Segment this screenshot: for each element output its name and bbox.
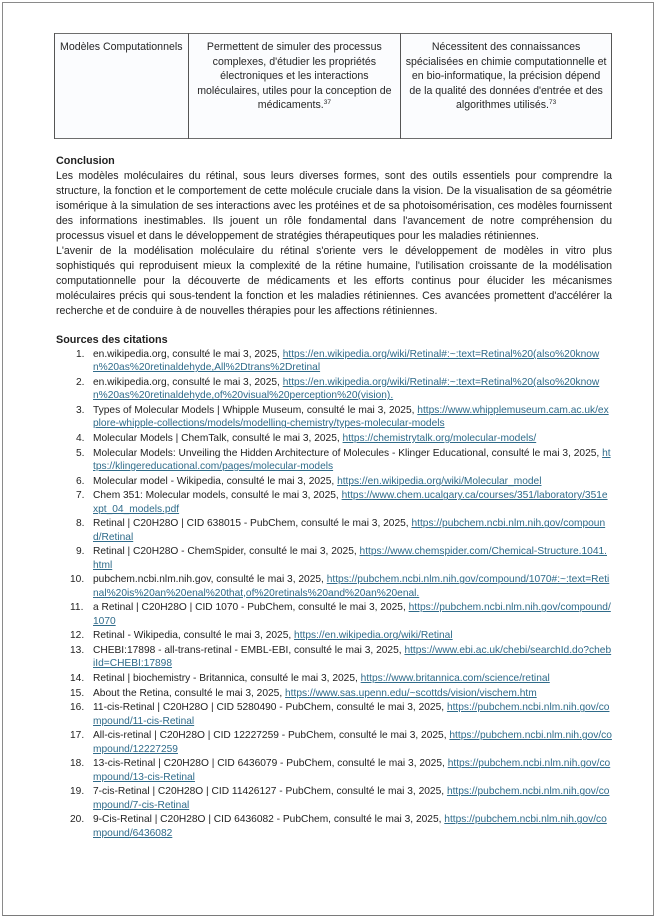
source-item bbox=[56, 785, 612, 812]
conclusion-paragraph-2: L'avenir de la modélisation moléculaire du rétinal s'oriente vers le développement de modèles in vitro plus sophistiqués qui reproduisent mieux la complexité de la rétine humaine, l'utilisation croissante de la modélisation computationnelle pour la découverte de médicaments et les efforts continus pour élucider les mécanismes moléculaires précis qui sous-tendent la fonction et les maladies rétiniennes. Ces avancées promettent d'accélérer la recherche et de conduire à de nouvelles thérapies pour les affections rétiniennes. bbox=[56, 245, 612, 317]
source-item bbox=[56, 432, 612, 445]
footnote-ref[interactable]: 73 bbox=[549, 99, 557, 107]
source-link[interactable]: https://pubchem.ncbi.nlm.nih.gov/compound/Retinal bbox=[93, 518, 606, 543]
source-link[interactable]: https://en.wikipedia.org/wiki/Molecular_model bbox=[337, 475, 542, 487]
source-link[interactable]: https://pubchem.ncbi.nlm.nih.gov/compound/13-cis-Retinal bbox=[93, 758, 611, 783]
source-title: Retinal | C20H28O | CID 638015 - PubChem, consulté le mai 3, 2025, bbox=[93, 518, 409, 530]
source-title: 7-cis-Retinal | C20H28O | CID 11426127 - PubChem, consulté le mai 3, 2025, bbox=[93, 786, 445, 798]
source-link[interactable]: https://pubchem.ncbi.nlm.nih.gov/compound/11-cis-Retinal bbox=[93, 702, 610, 727]
source-number: 11. bbox=[70, 602, 84, 614]
table-cell-model bbox=[55, 34, 189, 139]
source-number: 18. bbox=[70, 758, 85, 770]
document-page bbox=[2, 2, 654, 916]
source-item bbox=[56, 672, 612, 685]
source-item bbox=[56, 348, 612, 375]
table-row bbox=[55, 34, 612, 139]
source-link[interactable]: https://www.chemspider.com/Chemical-Structure.1041.html bbox=[93, 546, 607, 571]
source-number: 8. bbox=[76, 518, 85, 530]
source-link[interactable]: https://klingereducational.com/pages/molecular-models bbox=[93, 447, 611, 472]
source-number: 13. bbox=[70, 644, 85, 656]
source-title: en.wikipedia.org, consulté le mai 3, 2025, bbox=[93, 376, 280, 388]
source-number: 9. bbox=[76, 546, 85, 558]
source-item bbox=[56, 644, 612, 671]
source-item bbox=[56, 629, 612, 642]
source-link[interactable]: https://www.ebi.ac.uk/chebi/searchId.do?chebiId=CHEBI:17898 bbox=[93, 644, 612, 670]
source-item bbox=[56, 729, 612, 756]
source-title: en.wikipedia.org, consulté le mai 3, 2025, bbox=[93, 349, 280, 360]
source-item bbox=[56, 601, 612, 628]
source-link[interactable]: https://pubchem.ncbi.nlm.nih.gov/compound/1070#:~:text=Retinal%20is%20an%20enal%20that,of%20retinals%20and%20an%20enal. bbox=[93, 574, 610, 599]
table-cell-limits bbox=[401, 34, 612, 139]
source-item bbox=[56, 545, 612, 572]
footnote-ref[interactable]: 37 bbox=[323, 99, 331, 107]
source-number: 14. bbox=[70, 672, 85, 684]
source-link[interactable]: https://pubchem.ncbi.nlm.nih.gov/compound/12227259 bbox=[93, 730, 612, 755]
source-number: 17. bbox=[70, 730, 85, 742]
source-link[interactable]: https://pubchem.ncbi.nlm.nih.gov/compound/6436082 bbox=[93, 814, 607, 839]
source-title: 9-Cis-Retinal | C20H28O | CID 6436082 - PubChem, consulté le mai 3, 2025, bbox=[93, 814, 442, 826]
source-item bbox=[56, 376, 612, 403]
source-link[interactable]: https://pubchem.ncbi.nlm.nih.gov/compound/7-cis-Retinal bbox=[93, 786, 610, 811]
document-body bbox=[56, 154, 612, 841]
source-number: 10. bbox=[70, 574, 85, 586]
model-name: Modèles Computationnels bbox=[60, 41, 183, 53]
source-item bbox=[56, 701, 612, 728]
source-number: 4. bbox=[76, 432, 85, 444]
table-cell-advantages bbox=[188, 34, 401, 139]
source-title: Retinal - Wikipedia, consulté le mai 3, 2025, bbox=[93, 630, 292, 642]
source-title: pubchem.ncbi.nlm.nih.gov, consulté le mai 3, 2025, bbox=[93, 574, 324, 586]
source-title: About the Retina, consulté le mai 3, 2025, bbox=[93, 687, 283, 699]
source-link[interactable]: https://en.wikipedia.org/wiki/Retinal#:~:text=Retinal%20(also%20known%20as%20retinaldehyde,All%2Dtrans%2Dretinal bbox=[93, 349, 600, 374]
source-number: 5. bbox=[76, 447, 85, 459]
source-title: Molecular Models: Unveiling the Hidden Architecture of Molecules - Klinger Educational, consulté le mai 3, 2025, bbox=[93, 447, 600, 459]
conclusion-heading: Conclusion bbox=[56, 155, 115, 167]
source-item bbox=[56, 757, 612, 784]
source-title: a Retinal | C20H28O | CID 1070 - PubChem, consulté le mai 3, 2025, bbox=[93, 602, 406, 614]
source-title: Chem 351: Molecular models, consulté le mai 3, 2025, bbox=[93, 490, 339, 502]
advantages-text: Permettent de simuler des processus complexes, d'étudier les propriétés électroniques et les interactions moléculaires, utiles pour la conception de médicaments. bbox=[197, 41, 392, 112]
source-link[interactable]: https://pubchem.ncbi.nlm.nih.gov/compound/1070 bbox=[93, 602, 611, 627]
source-item bbox=[56, 489, 612, 516]
source-item bbox=[56, 475, 612, 488]
source-item bbox=[56, 517, 612, 544]
source-link[interactable]: https://www.sas.upenn.edu/~scottds/vision/vischem.htm bbox=[285, 687, 537, 699]
source-title: Retinal | biochemistry - Britannica, consulté le mai 3, 2025, bbox=[93, 672, 358, 684]
sources-list bbox=[56, 348, 612, 840]
source-title: All-cis-retinal | C20H28O | CID 12227259 - PubChem, consulté le mai 3, 2025, bbox=[93, 730, 447, 742]
source-item bbox=[56, 813, 612, 840]
source-number: 7. bbox=[76, 490, 85, 502]
source-item bbox=[56, 687, 612, 700]
source-link[interactable]: https://en.wikipedia.org/wiki/Retinal bbox=[294, 630, 453, 642]
source-title: 13-cis-Retinal | C20H28O | CID 6436079 - PubChem, consulté le mai 3, 2025, bbox=[93, 758, 445, 770]
source-link[interactable]: https://chemistrytalk.org/molecular-models/ bbox=[342, 432, 537, 444]
source-number: 6. bbox=[76, 475, 85, 487]
source-number: 1. bbox=[76, 349, 85, 360]
sources-heading: Sources des citations bbox=[56, 334, 168, 346]
source-item bbox=[56, 573, 612, 600]
source-link[interactable]: https://www.whipplemuseum.cam.ac.uk/explore-whipple-collections/models/modelling-chemistry/types-molecular-models bbox=[93, 404, 609, 430]
source-title: CHEBI:17898 - all-trans-retinal - EMBL-EBI, consulté le mai 3, 2025, bbox=[93, 644, 402, 656]
source-title: Molecular model - Wikipedia, consulté le mai 3, 2025, bbox=[93, 475, 335, 487]
source-item bbox=[56, 404, 612, 431]
source-number: 20. bbox=[70, 814, 85, 826]
source-title: Types of Molecular Models | Whipple Museum, consulté le mai 3, 2025, bbox=[93, 404, 415, 416]
source-number: 15. bbox=[70, 687, 85, 699]
source-number: 2. bbox=[76, 376, 85, 388]
conclusion-paragraph-1: Les modèles moléculaires du rétinal, sous leurs diverses formes, sont des outils essentiels pour comprendre la structure, la fonction et le comportement de cette molécule cruciale dans la vision. De la visualisation de sa géométrie isomérique à la simulation de ses interactions avec les protéines et de sa photoisomérisation, ces modèles fournissent des informations inestimables. Ils jouent un rôle fondamental dans l'avancement de notre compréhension du processus visuel et dans le développement de stratégies thérapeutiques pour les maladies rétiniennes. bbox=[56, 170, 612, 242]
source-number: 12. bbox=[70, 630, 85, 642]
source-link[interactable]: https://en.wikipedia.org/wiki/Retinal#:~:text=Retinal%20(also%20known%20as%20retinaldehyde,of%20visual%20perception%20(vision). bbox=[93, 376, 600, 402]
source-title: 11-cis-Retinal | C20H28O | CID 5280490 - PubChem, consulté le mai 3, 2025, bbox=[93, 702, 445, 714]
source-title: Retinal | C20H28O - ChemSpider, consulté le mai 3, 2025, bbox=[93, 546, 357, 558]
limits-text: Nécessitent des connaissances spécialisées en chimie computationnelle et en bio-informatique, la précision dépend de la qualité des données d'entrée et des algorithmes utilisés. bbox=[405, 41, 607, 112]
source-number: 3. bbox=[76, 404, 85, 416]
source-number: 16. bbox=[70, 702, 85, 714]
comparison-table bbox=[54, 33, 612, 139]
source-number: 19. bbox=[70, 786, 85, 798]
source-link[interactable]: https://www.britannica.com/science/retinal bbox=[360, 672, 550, 684]
source-item bbox=[56, 447, 612, 474]
source-title: Molecular Models | ChemTalk, consulté le mai 3, 2025, bbox=[93, 432, 340, 444]
source-link[interactable]: https://www.chem.ucalgary.ca/courses/351/laboratory/351expt_04_models.pdf bbox=[93, 490, 608, 515]
